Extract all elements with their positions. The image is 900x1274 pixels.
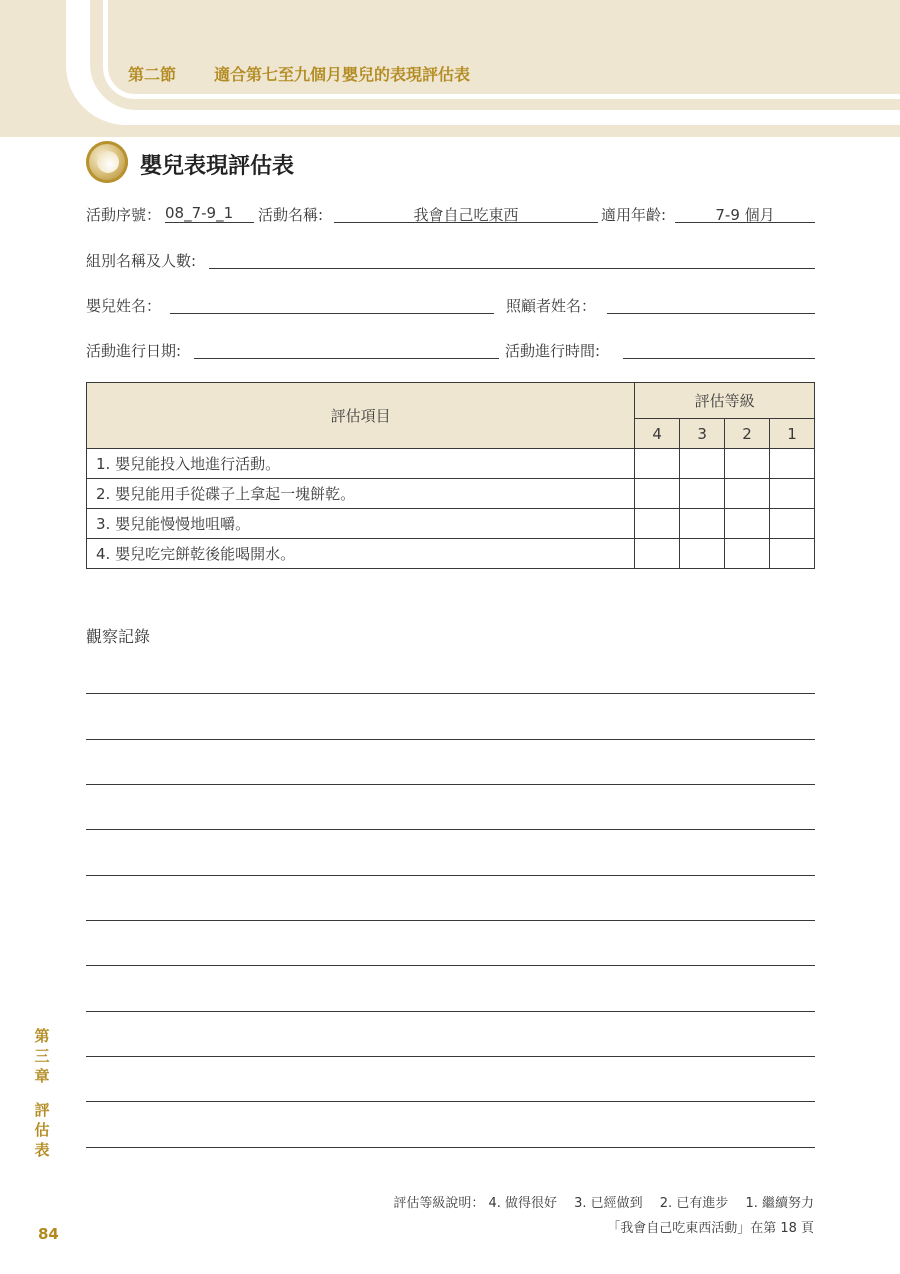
chapter-tab: [30, 1026, 54, 1160]
age-field[interactable]: [675, 204, 815, 223]
chapter-char: 章: [34, 1067, 50, 1085]
row-item: 2. 嬰兒能用手從碟子上拿起一塊餅乾。: [87, 479, 635, 509]
grade-cell[interactable]: [725, 449, 770, 479]
observation-line[interactable]: [86, 1101, 815, 1102]
observation-line[interactable]: [86, 1147, 815, 1148]
activity-no-field[interactable]: [165, 204, 254, 223]
grade-cell[interactable]: [770, 509, 815, 539]
chapter-char: 估: [34, 1121, 50, 1139]
grade-cell[interactable]: [725, 479, 770, 509]
grade-cell[interactable]: [635, 539, 680, 569]
grade-legend: 評估等級說明： 4. 做得很好 3. 已經做到 2. 已有進步 1. 繼續努力: [393, 1196, 814, 1211]
page-reference: 「我會自己吃東西活動」在第 18 頁: [607, 1221, 814, 1236]
observation-line[interactable]: [86, 784, 815, 785]
grade-2-header: 2: [725, 419, 770, 449]
title-badge-icon: [86, 141, 128, 183]
grade-3-header: 3: [680, 419, 725, 449]
grade-cell[interactable]: [635, 509, 680, 539]
baby-name-label: 嬰兒姓名：: [86, 297, 162, 315]
observation-label: 觀察記錄: [86, 627, 151, 646]
activity-no-label: 活動序號：: [86, 206, 162, 224]
activity-name-value: 我會自己吃東西: [413, 206, 519, 224]
grade-cell[interactable]: [680, 479, 725, 509]
grade-cell[interactable]: [770, 479, 815, 509]
row-item: 4. 嬰兒吃完餅乾後能喝開水。: [87, 539, 635, 569]
group-label: 組別名稱及人數:: [86, 252, 197, 270]
table-row: [87, 539, 815, 569]
table-row: [87, 449, 815, 479]
grade-cell[interactable]: [680, 509, 725, 539]
observation-line[interactable]: [86, 739, 815, 740]
observation-line[interactable]: [86, 693, 815, 694]
activity-no-value: 08_7-9_1: [165, 204, 234, 222]
activity-name-label: 活動名稱:: [258, 206, 324, 224]
chapter-char: 評: [34, 1101, 50, 1119]
date-label: 活動進行日期:: [86, 342, 182, 360]
chapter-char: 第: [34, 1027, 50, 1045]
activity-name-field[interactable]: [334, 204, 598, 223]
observation-line[interactable]: [86, 920, 815, 921]
chapter-char: 三: [34, 1047, 50, 1065]
observation-line[interactable]: [86, 1056, 815, 1057]
chapter-char: 表: [34, 1141, 50, 1159]
caregiver-field[interactable]: [607, 295, 815, 314]
age-label: 適用年齡:: [601, 206, 667, 224]
table-row: [87, 479, 815, 509]
grade-cell[interactable]: [680, 539, 725, 569]
section-number: 第二節: [128, 65, 177, 84]
row-item: 3. 嬰兒能慢慢地咀嚼。: [87, 509, 635, 539]
grade-cell[interactable]: [770, 449, 815, 479]
observation-line[interactable]: [86, 1011, 815, 1012]
grade-cell[interactable]: [635, 449, 680, 479]
grade-header: 評估等級: [635, 383, 815, 419]
baby-name-field[interactable]: [170, 295, 494, 314]
time-field[interactable]: [623, 340, 815, 359]
age-value: 7-9 個月: [715, 206, 775, 224]
page-number: 84: [38, 1225, 59, 1243]
grade-1-header: 1: [770, 419, 815, 449]
evaluation-table: [86, 382, 815, 569]
grade-cell[interactable]: [725, 509, 770, 539]
table-row: [87, 509, 815, 539]
grade-cell[interactable]: [770, 539, 815, 569]
observation-line[interactable]: [86, 965, 815, 966]
grade-cell[interactable]: [635, 479, 680, 509]
date-field[interactable]: [194, 340, 499, 359]
grade-cell[interactable]: [680, 449, 725, 479]
row-item: 1. 嬰兒能投入地進行活動。: [87, 449, 635, 479]
grade-cell[interactable]: [725, 539, 770, 569]
group-field[interactable]: [209, 250, 815, 269]
observation-line[interactable]: [86, 829, 815, 830]
item-header: 評估項目: [87, 383, 635, 449]
caregiver-label: 照顧者姓名：: [506, 297, 597, 315]
form-title: 嬰兒表現評估表: [140, 154, 295, 179]
observation-line[interactable]: [86, 875, 815, 876]
time-label: 活動進行時間:: [505, 342, 601, 360]
section-title: 適合第七至九個月嬰兒的表現評估表: [214, 65, 471, 84]
grade-4-header: 4: [635, 419, 680, 449]
